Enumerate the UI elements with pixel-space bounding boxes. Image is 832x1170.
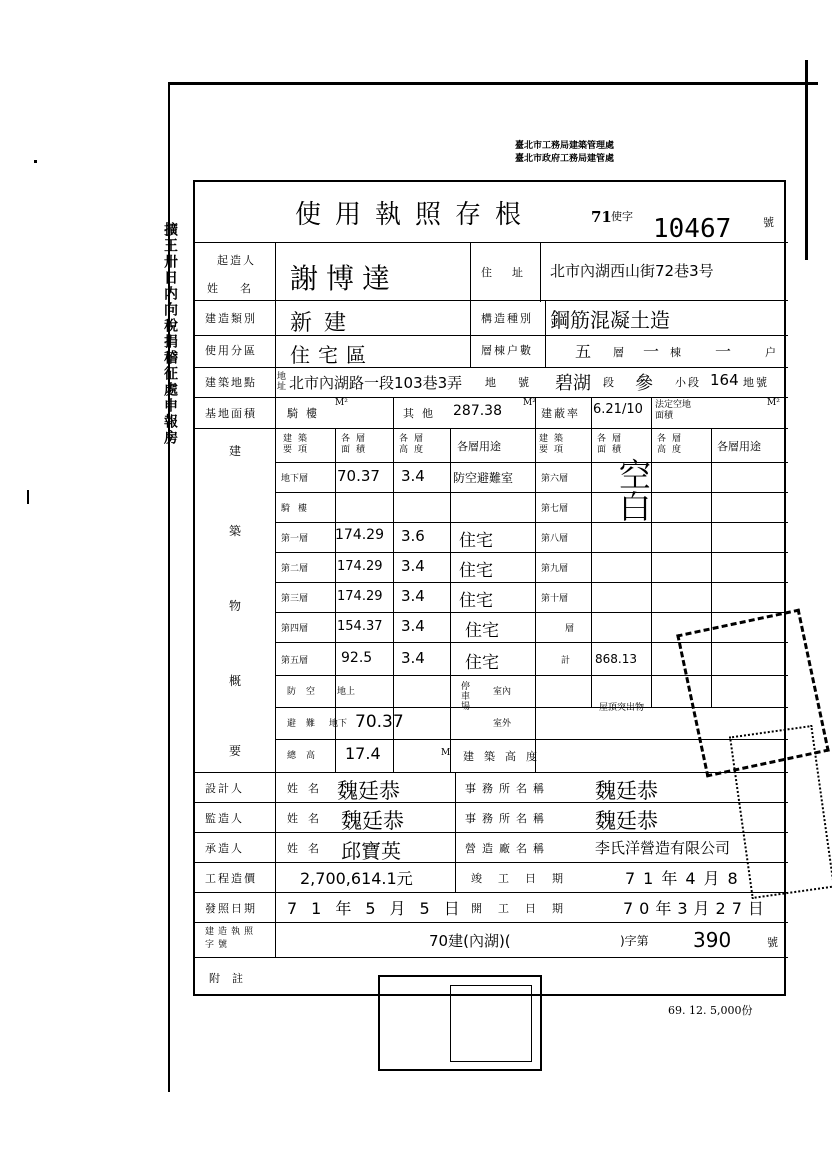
floor-label-r: 計 bbox=[561, 656, 571, 666]
stamp-line: 臺北市工務局建築管理處 bbox=[515, 141, 615, 151]
parking-outdoor: 室外 bbox=[493, 719, 512, 729]
floors-unit: 層 bbox=[613, 346, 626, 359]
designer-office: 魏廷恭 bbox=[595, 779, 658, 803]
rule bbox=[195, 802, 788, 803]
other-label: 其他 bbox=[403, 407, 441, 420]
designer-name-label: 姓名 bbox=[287, 782, 329, 795]
floors-label: 層棟户數 bbox=[481, 344, 533, 357]
units-unit: 户 bbox=[765, 346, 778, 359]
top-right-stamp bbox=[515, 140, 745, 180]
parking-label: 停車場 bbox=[461, 682, 471, 712]
contractor-office-label: 營造廠名稱 bbox=[465, 842, 550, 855]
floor-label-r: 第十層 bbox=[541, 594, 569, 604]
arcade-label: 騎樓 bbox=[287, 407, 325, 420]
contractor-name: 邱寶英 bbox=[341, 839, 401, 863]
permit-year: 71 bbox=[591, 208, 612, 226]
shelter-below-val: 70.37 bbox=[355, 712, 404, 732]
rule bbox=[195, 832, 788, 833]
floor-height: 3.6 bbox=[401, 527, 425, 545]
permit-number: 10467 bbox=[653, 214, 732, 244]
floor-area: 92.5 bbox=[341, 650, 373, 666]
floor-label-r: 第六層 bbox=[541, 474, 569, 484]
floor-label-r: 第八層 bbox=[541, 534, 569, 544]
floor-label: 第五層 bbox=[281, 656, 309, 666]
build-type-label: 建造類別 bbox=[205, 312, 257, 325]
site-area-label: 基地面積 bbox=[205, 407, 257, 420]
rule bbox=[195, 957, 788, 958]
build-type: 新建 bbox=[290, 311, 359, 336]
hdr-use: 各層用途 bbox=[457, 440, 501, 453]
subsection-unit: 小段 bbox=[675, 376, 701, 389]
zone-value: 住宅區 bbox=[290, 343, 374, 367]
floor-label: 第二層 bbox=[281, 564, 309, 574]
floor-height: 3.4 bbox=[401, 467, 425, 485]
section-name: 碧湖 bbox=[555, 373, 591, 394]
stamp-line: 臺北市政府工務局建管處 bbox=[515, 154, 615, 164]
permit-form bbox=[193, 180, 786, 996]
designer-office-label: 事務所名稱 bbox=[465, 782, 550, 795]
site-address: 北市內湖路一段103巷3弄 bbox=[289, 374, 463, 392]
floors-count: 五 bbox=[575, 342, 592, 361]
supervisor-office-label: 事務所名稱 bbox=[465, 812, 550, 825]
rule bbox=[470, 300, 471, 368]
bottom-seal-inner bbox=[450, 985, 532, 1062]
page-frame-right bbox=[805, 60, 808, 260]
floor-area: 154.37 bbox=[337, 619, 383, 634]
start-date: 70年3月27日 bbox=[623, 899, 770, 918]
bldg-unit: 棟 bbox=[670, 346, 683, 359]
builder-name-label: 姓名 bbox=[207, 282, 273, 295]
structure-type: 鋼筋混凝土造 bbox=[550, 308, 670, 332]
supervisor-name: 魏廷恭 bbox=[341, 809, 404, 833]
unit-m: M bbox=[441, 748, 451, 758]
floor-use: 防空避難室 bbox=[453, 471, 514, 485]
rule bbox=[545, 300, 546, 368]
completion-label: 竣工日期 bbox=[471, 872, 579, 885]
footer-print: 69. 12. 5,000份 bbox=[668, 1004, 753, 1017]
rule bbox=[195, 862, 788, 863]
builder-address: 北市內湖西山街72巷3号 bbox=[550, 262, 714, 280]
contractor-office: 李氏洋營造有限公司 bbox=[595, 839, 731, 857]
blank-stamp: 空白 bbox=[614, 458, 652, 522]
floor-label-r: 層 bbox=[565, 624, 575, 634]
section-unit: 段 bbox=[603, 376, 616, 389]
units-count: 一 bbox=[715, 342, 732, 361]
floor-label: 地下層 bbox=[281, 474, 309, 484]
hdr-item-r: 建築要項 bbox=[539, 434, 570, 455]
total-area: 868.13 bbox=[595, 652, 637, 666]
rule bbox=[195, 367, 788, 368]
supervisor-office: 魏廷恭 bbox=[595, 809, 658, 833]
bldg-side-5: 要 bbox=[229, 744, 244, 758]
zone-label: 使用分區 bbox=[205, 344, 257, 357]
permit-ref-no: 390 bbox=[693, 928, 732, 952]
floor-label-r: 第七層 bbox=[541, 504, 569, 514]
builder-name: 謝博達 bbox=[290, 262, 399, 295]
cost-label: 工程造價 bbox=[205, 872, 257, 885]
floor-area: 174.29 bbox=[337, 559, 383, 574]
floor-height: 3.4 bbox=[401, 617, 425, 635]
rule bbox=[195, 892, 788, 893]
legal-open-label: 法定空地面積 bbox=[655, 400, 692, 421]
completion-date: 71年4月8 bbox=[625, 869, 746, 888]
site-label: 建築地點 bbox=[205, 376, 257, 389]
shelter-below: 地下 bbox=[329, 719, 348, 729]
shelter-below-label: 避難 bbox=[287, 719, 326, 729]
builder-address-label: 住址 bbox=[481, 266, 543, 279]
site-address-prefix: 地址 bbox=[277, 372, 287, 392]
total-height-label: 總高 bbox=[287, 751, 326, 761]
rule bbox=[195, 397, 788, 398]
rule bbox=[195, 335, 788, 336]
left-margin-mark bbox=[34, 160, 37, 163]
floor-label: 第三層 bbox=[281, 594, 309, 604]
rule bbox=[195, 300, 788, 301]
lot-unit: 地號 bbox=[743, 376, 769, 389]
bldg-side-1: 建 bbox=[229, 444, 244, 458]
bldg-side-3: 物 bbox=[229, 599, 244, 613]
floor-area: 70.37 bbox=[337, 467, 380, 485]
builder-label: 起造人 bbox=[217, 254, 256, 267]
permit-ref-suffix: 號 bbox=[767, 936, 780, 949]
structure-label: 構造種別 bbox=[481, 312, 533, 325]
floor-use: 住宅 bbox=[459, 591, 493, 611]
floor-label: 第一層 bbox=[281, 534, 309, 544]
hdr-area-r: 各層面積 bbox=[597, 434, 628, 455]
floor-height: 3.4 bbox=[401, 557, 425, 575]
floor-use: 住宅 bbox=[459, 531, 493, 551]
floor-label: 第四層 bbox=[281, 624, 309, 634]
designer-name: 魏廷恭 bbox=[337, 779, 400, 803]
lot-label: 地號 bbox=[485, 376, 551, 389]
shelter-label: 防空 bbox=[287, 687, 326, 697]
hdr-area: 各層面積 bbox=[341, 434, 372, 455]
rule bbox=[195, 242, 788, 243]
total-height: 17.4 bbox=[345, 744, 381, 763]
hdr-item: 建築要項 bbox=[283, 434, 314, 455]
floor-label-r: 第九層 bbox=[541, 564, 569, 574]
floor-area: 174.29 bbox=[335, 527, 384, 543]
bldg-height-label: 建築高度 bbox=[463, 750, 547, 763]
supervisor-label: 監造人 bbox=[205, 812, 244, 825]
hdr-height-r: 各層高度 bbox=[657, 434, 688, 455]
unit-m2: M² bbox=[335, 398, 348, 408]
permit-ref-2: )字第 bbox=[620, 934, 649, 948]
rule bbox=[450, 428, 451, 772]
hdr-height: 各層高度 bbox=[399, 434, 430, 455]
contractor-label: 承造人 bbox=[205, 842, 244, 855]
roof-label: 屋頂突出物 bbox=[599, 703, 645, 713]
floor-height: 3.4 bbox=[401, 649, 425, 667]
left-margin-mark bbox=[27, 490, 29, 504]
floor-use: 住宅 bbox=[465, 621, 499, 641]
supervisor-name-label: 姓名 bbox=[287, 812, 329, 825]
issue-label: 發照日期 bbox=[205, 902, 257, 915]
floor-use: 住宅 bbox=[465, 653, 499, 673]
rule bbox=[195, 922, 788, 923]
designer-label: 設計人 bbox=[205, 782, 244, 795]
rule bbox=[455, 772, 456, 892]
floor-area: 174.29 bbox=[337, 589, 383, 604]
bldg-count: 一 bbox=[643, 342, 660, 361]
rule bbox=[275, 242, 276, 958]
coverage-ratio: 6.21/10 bbox=[593, 402, 643, 417]
parking-indoor: 室內 bbox=[493, 687, 512, 697]
unit-m2: M² bbox=[767, 398, 780, 408]
subsection: 參 bbox=[635, 373, 653, 394]
bldg-side-2: 築 bbox=[229, 524, 244, 538]
cost-value: 2,700,614.1元 bbox=[300, 869, 413, 888]
permit-ref-label: 建造執照字號 bbox=[205, 927, 258, 950]
page-frame-top bbox=[168, 82, 818, 85]
floor-height: 3.4 bbox=[401, 587, 425, 605]
unit-m2: M² bbox=[523, 398, 536, 408]
issue-date: 71年5月5日 bbox=[287, 899, 474, 918]
start-label: 開工日期 bbox=[471, 902, 579, 915]
other-area: 287.38 bbox=[453, 403, 502, 419]
side-note: 擴王卅日内向稅捐稽征處申報房 bbox=[162, 222, 178, 446]
hdr-use-r: 各層用途 bbox=[717, 440, 761, 453]
form-title: 使用執照存根 bbox=[295, 200, 536, 230]
shelter-above: 地上 bbox=[337, 687, 356, 697]
rule bbox=[195, 428, 788, 429]
contractor-name-label: 姓名 bbox=[287, 842, 329, 855]
bldg-side-4: 概 bbox=[229, 674, 244, 688]
lot-number: 164 bbox=[710, 371, 739, 389]
coverage-label: 建蔽率 bbox=[541, 407, 580, 420]
rule bbox=[651, 397, 652, 707]
floor-use: 住宅 bbox=[459, 561, 493, 581]
permit-prefix: 使字 bbox=[611, 210, 633, 223]
rule bbox=[591, 397, 592, 707]
rule bbox=[195, 772, 788, 773]
floor-label: 騎樓 bbox=[281, 504, 316, 514]
rule bbox=[470, 242, 471, 302]
notes-label: 附註 bbox=[209, 972, 255, 985]
rule bbox=[535, 397, 536, 772]
permit-ref: 70建(內湖)( bbox=[429, 932, 511, 950]
permit-suffix: 號 bbox=[763, 216, 774, 229]
